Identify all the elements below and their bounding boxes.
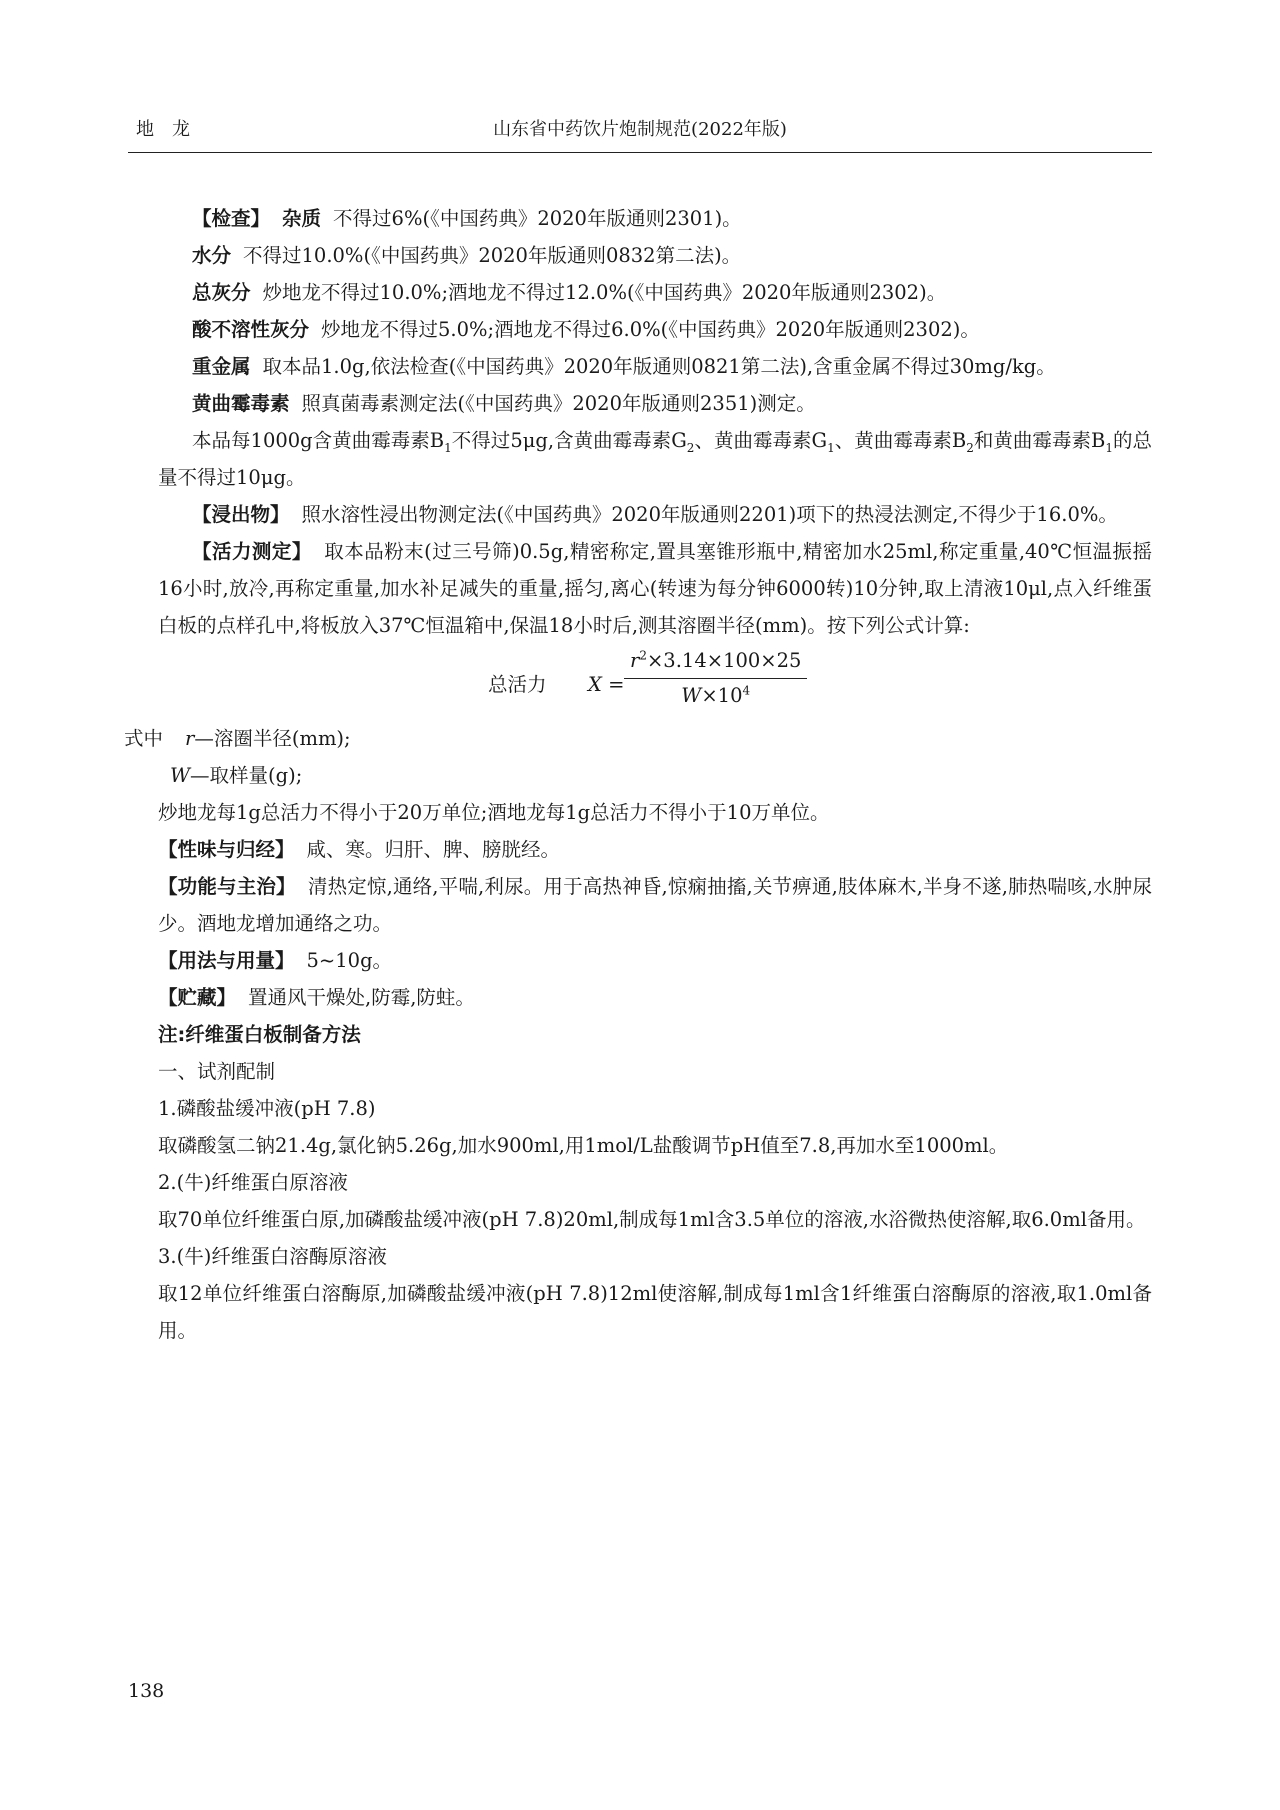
section-label-extract: 【浸出物】	[192, 503, 290, 526]
text-dosage: 5~10g。	[306, 949, 393, 972]
paragraph-taste-meridian	[158, 831, 1152, 868]
paragraph-activity	[158, 533, 1152, 644]
def-text-r: —溶圈半径(mm);	[194, 727, 351, 750]
paragraph-impurity	[158, 200, 1152, 237]
text-water: 不得过10.0%(《中国药典》2020年版通则0832第二法)。	[243, 244, 742, 267]
paragraph-heavy-metal	[158, 348, 1152, 385]
paragraph-storage	[158, 979, 1152, 1016]
label-heavy-metal: 重金属	[192, 355, 251, 378]
item-2-text: 取70单位纤维蛋白原,加磷酸盐缓冲液(pH 7.8)20ml,制成每1ml含3.5单位的溶液,水浴微热使溶解,取6.0ml备用。	[158, 1208, 1146, 1231]
text-aflatoxin: 照真菌毒素测定法(《中国药典》2020年版通则2351)测定。	[301, 392, 816, 415]
section-label-storage: 【贮藏】	[158, 986, 237, 1009]
label-acid-insoluble-ash: 酸不溶性灰分	[192, 318, 310, 341]
formula-fraction	[624, 644, 807, 713]
def-text-w: —取样量(g);	[190, 764, 303, 787]
where-label: 式中	[124, 727, 164, 750]
definition-r	[124, 720, 1152, 757]
section-label-inspection: 【检查】	[192, 207, 271, 230]
note-title: 注:纤维蛋白板制备方法	[158, 1023, 361, 1046]
label-water: 水分	[192, 244, 232, 267]
paragraph-total-ash	[158, 274, 1152, 311]
subscript: 1	[827, 440, 835, 455]
page-header	[128, 112, 1152, 148]
subscript: 2	[686, 440, 695, 455]
activity-formula	[158, 644, 1152, 720]
item-3-title: 3.(牛)纤维蛋白溶酶原溶液	[158, 1245, 387, 1268]
superscript: 4	[742, 683, 751, 698]
page-body	[124, 200, 1152, 1349]
formula-var-r: r	[630, 649, 640, 672]
page-number: 138	[128, 1680, 165, 1702]
formula-label: 总活力	[488, 673, 547, 696]
paragraph-water	[158, 237, 1152, 274]
aflatoxin-detail-part: 、黄曲霉毒素G	[694, 429, 828, 452]
formula-numerator-rest: ×3.14×100×25	[646, 649, 802, 672]
item-1-text: 取磷酸氢二钠21.4g,氯化钠5.26g,加水900ml,用1mol/L盐酸调节pH值至7.8,再加水至1000ml。	[158, 1134, 1009, 1157]
section-reagent-prep: 一、试剂配制	[158, 1060, 276, 1083]
paragraph-function	[158, 868, 1152, 942]
header-herb-name: 地龙	[136, 119, 208, 140]
subscript: 1	[444, 440, 452, 455]
aflatoxin-detail-part: 本品每1000g含黄曲霉毒素B	[192, 429, 445, 452]
formula-numerator	[624, 644, 807, 679]
label-impurity: 杂质	[282, 207, 322, 230]
formula-lhs: X =	[588, 673, 625, 696]
header-book-title: 山东省中药饮片炮制规范(2022年版)	[493, 119, 787, 140]
section-label-dosage: 【用法与用量】	[158, 949, 295, 972]
definition-w	[158, 757, 1152, 794]
superscript: 2	[639, 648, 647, 663]
text-taste: 咸、寒。归肝、脾、膀胱经。	[306, 838, 561, 861]
label-total-ash: 总灰分	[192, 281, 251, 304]
text-heavy-metal: 取本品1.0g,依法检查(《中国药典》2020年版通则0821第二法),含重金属不得过30mg/kg。	[262, 355, 1056, 378]
subscript: 2	[966, 440, 974, 455]
item-1-title: 1.磷酸盐缓冲液(pH 7.8)	[158, 1097, 376, 1120]
header-rule	[128, 152, 1152, 153]
text-function: 清热定惊,通络,平喘,利尿。用于高热神昏,惊痫抽搐,关节痹通,肢体麻木,半身不遂,肺热喘咳,水肿尿少。酒地龙增加通络之功。	[158, 875, 1152, 935]
section-label-taste: 【性味与归经】	[158, 838, 295, 861]
aflatoxin-detail-part: 和黄曲霉毒素B	[973, 429, 1106, 452]
text-acid-insoluble-ash: 炒地龙不得过5.0%;酒地龙不得过6.0%(《中国药典》2020年版通则2302)。	[321, 318, 980, 341]
def-var-w: W	[170, 764, 191, 787]
text-impurity: 不得过6%(《中国药典》2020年版通则2301)。	[333, 207, 742, 230]
formula-denominator-rest: ×10	[701, 684, 743, 707]
def-var-r: r	[185, 727, 195, 750]
label-aflatoxin: 黄曲霉毒素	[192, 392, 290, 415]
text-extract: 照水溶性浸出物测定法(《中国药典》2020年版通则2201)项下的热浸法测定,不得少于16.0%。	[301, 503, 1118, 526]
paragraph-aflatoxin-detail	[158, 422, 1152, 496]
text-total-ash: 炒地龙不得过10.0%;酒地龙不得过12.0%(《中国药典》2020年版通则2302)。	[262, 281, 947, 304]
paragraph-activity-result: 炒地龙每1g总活力不得小于20万单位;酒地龙每1g总活力不得小于10万单位。	[158, 801, 830, 824]
text-activity: 取本品粉末(过三号筛)0.5g,精密称定,置具塞锥形瓶中,精密加水25ml,称定重量,40℃恒温振摇16小时,放冷,再称定重量,加水补足减失的重量,摇匀,离心(转速为每分钟6000转)10分钟,取上清液10μl,点入纤维蛋白板的点样孔中,将板放入37℃恒温箱中,保温18小时后,测其溶圈半径(mm)。按下列公式计算:	[158, 540, 1152, 637]
section-label-function: 【功能与主治】	[158, 875, 296, 898]
item-3-text: 取12单位纤维蛋白溶酶原,加磷酸盐缓冲液(pH 7.8)12ml使溶解,制成每1ml含1纤维蛋白溶酶原的溶液,取1.0ml备用。	[158, 1282, 1152, 1342]
formula-denominator	[624, 679, 807, 713]
paragraph-dosage	[158, 942, 1152, 979]
subscript: 1	[1105, 440, 1113, 455]
aflatoxin-detail-part: 的总量不得过10μg。	[158, 429, 1152, 489]
section-label-activity: 【活力测定】	[192, 540, 312, 563]
aflatoxin-detail-part: 不得过5μg,含黄曲霉毒素G	[451, 429, 687, 452]
paragraph-acid-insoluble-ash	[158, 311, 1152, 348]
formula-var-w: W	[681, 684, 702, 707]
item-2-title: 2.(牛)纤维蛋白原溶液	[158, 1171, 348, 1194]
aflatoxin-detail-part: 、黄曲霉毒素B	[834, 429, 967, 452]
text-storage: 置通风干燥处,防霉,防蛀。	[248, 986, 475, 1009]
paragraph-extract	[158, 496, 1152, 533]
paragraph-aflatoxin	[158, 385, 1152, 422]
